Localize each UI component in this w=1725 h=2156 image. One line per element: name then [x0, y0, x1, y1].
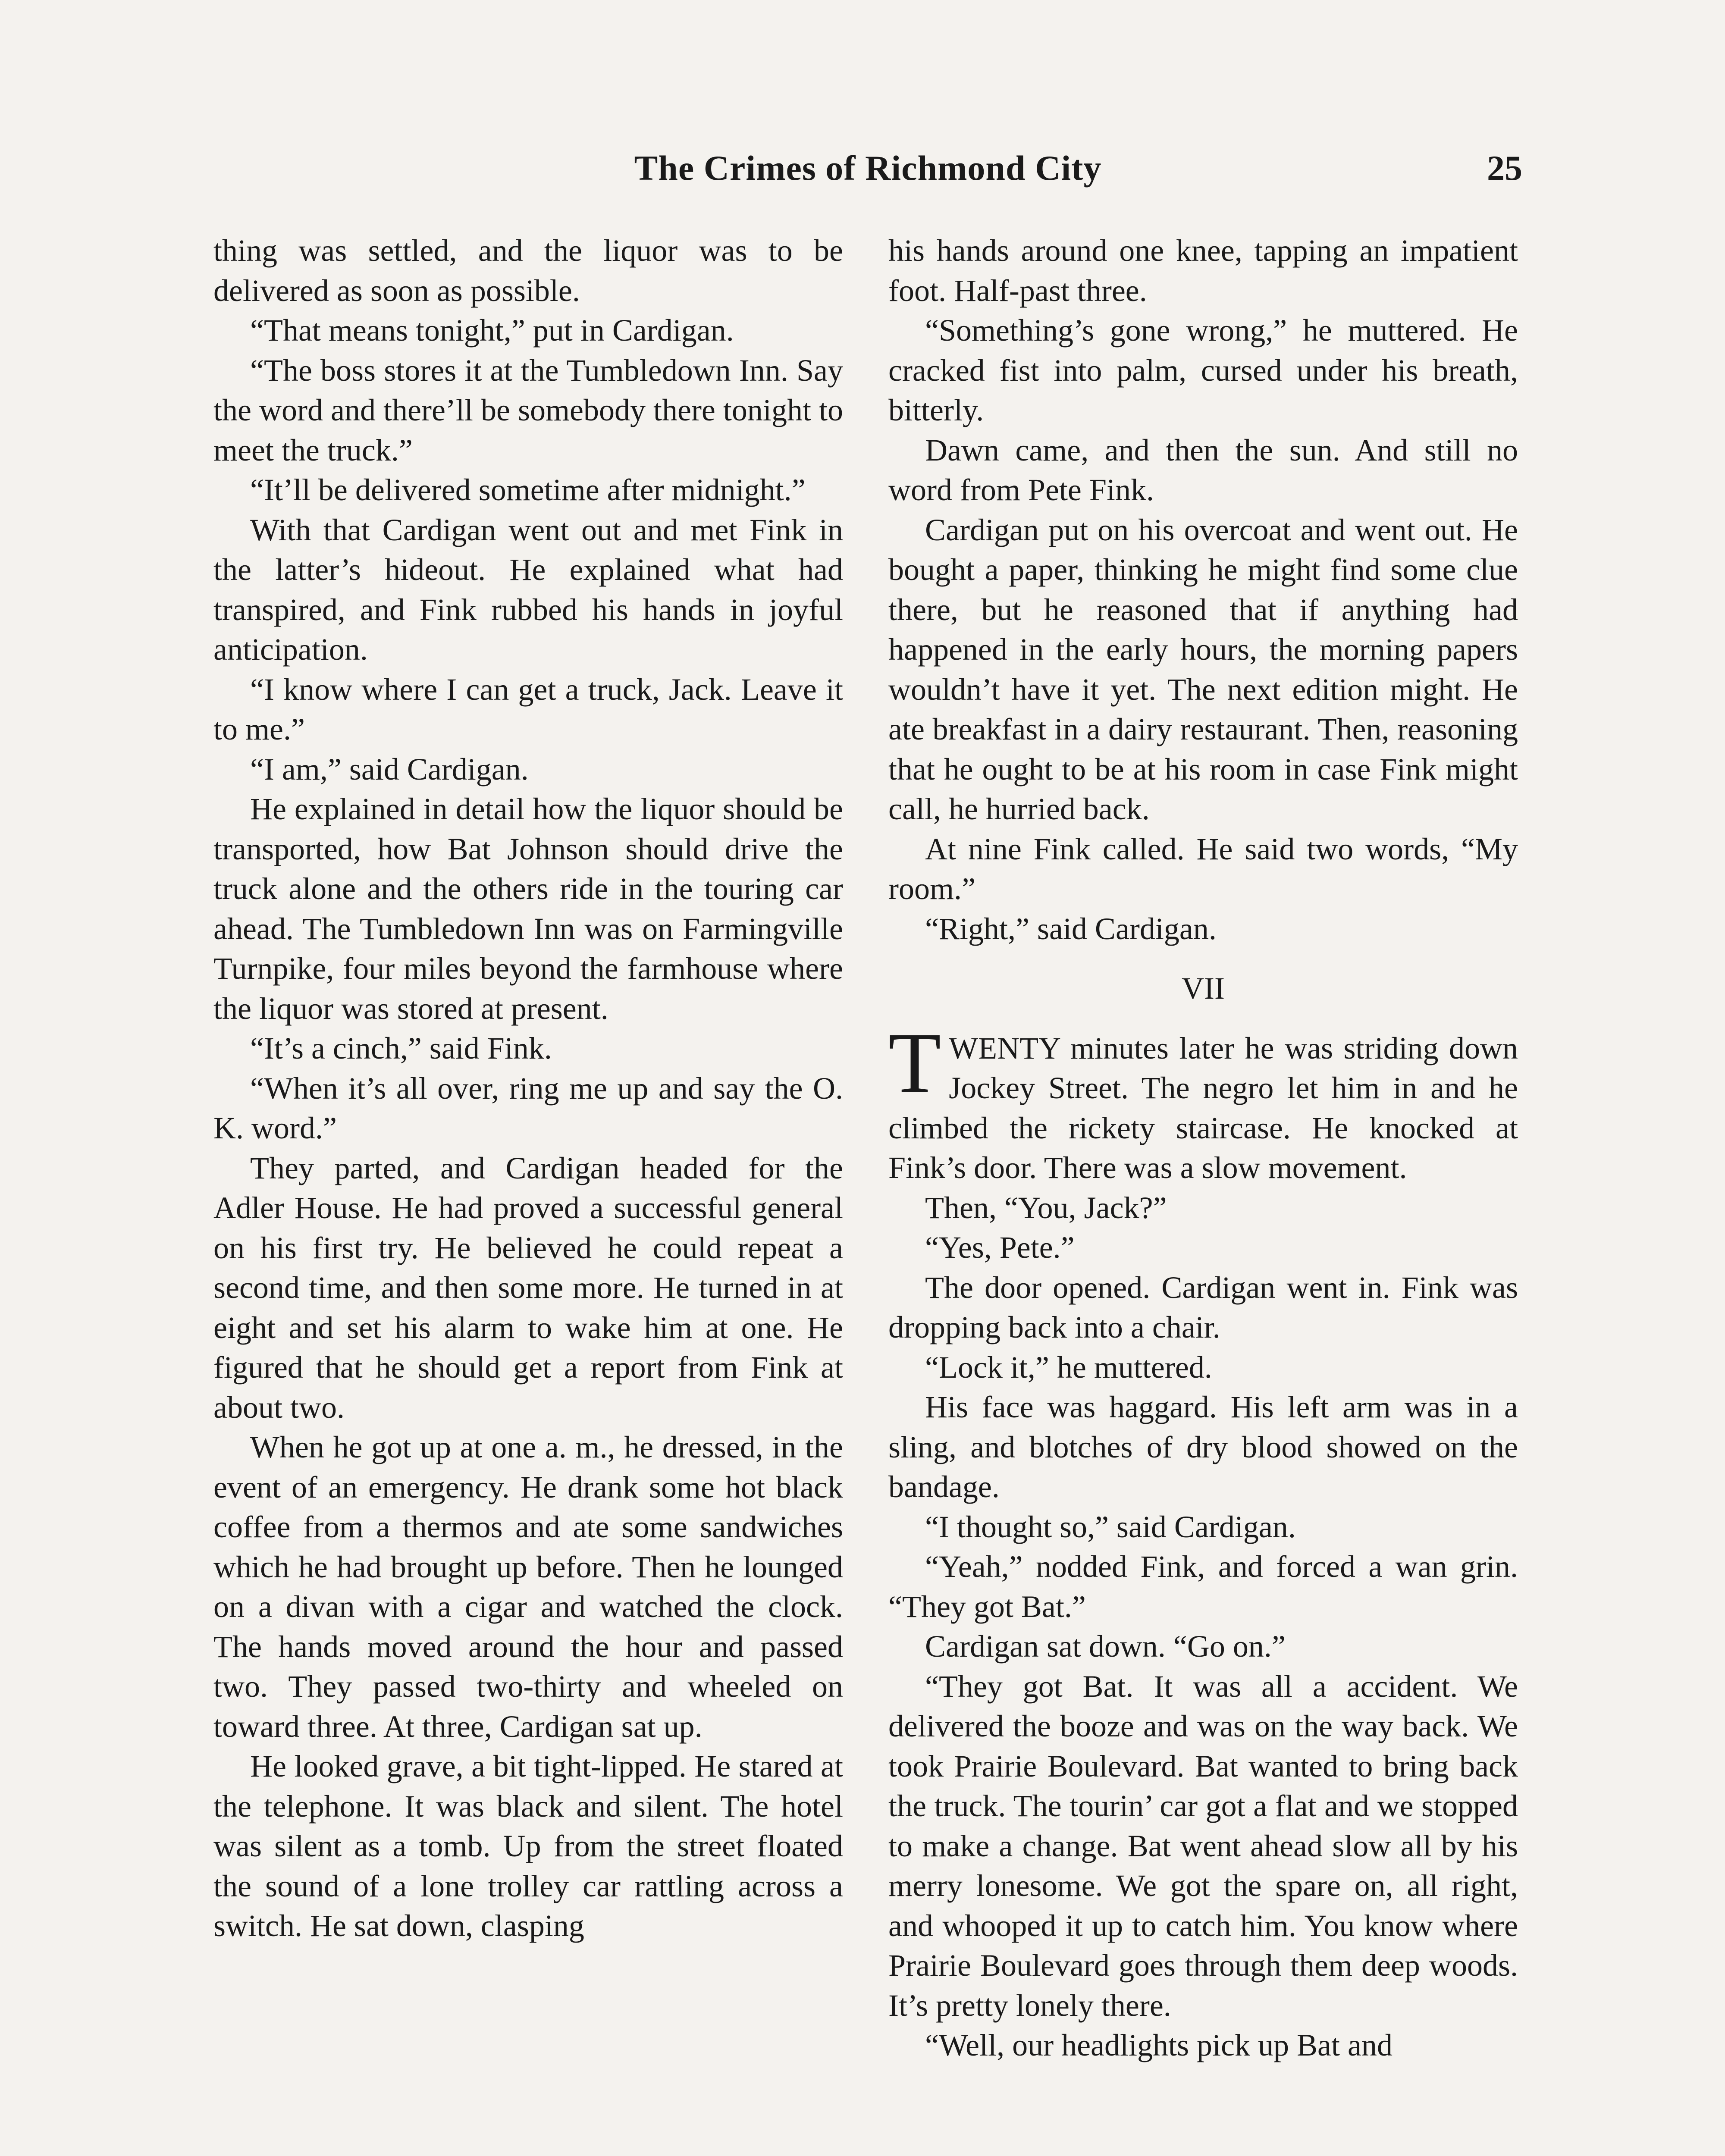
left-column — [213, 231, 843, 1946]
paragraph: With that Cardigan went out and met Fink in the latter’s hideout. He explained what had transpired, and Fink rubbed his hands in joyful anticipation. — [213, 512, 843, 667]
paragraph: “Well, our headlights pick up Bat and — [925, 2028, 1393, 2062]
paragraph: “It’ll be delivered sometime after midnight.” — [250, 473, 806, 507]
paragraph: “Yes, Pete.” — [925, 1230, 1075, 1265]
paragraph: “Lock it,” he muttered. — [925, 1350, 1212, 1385]
paragraph: “The boss stores it at the Tumbledown Inn. Say the word and there’ll be somebody there tonight to meet the truck.” — [213, 353, 843, 467]
page-number: 25 — [1487, 148, 1522, 188]
paragraph: His face was haggard. His left arm was in a sling, and blotches of dry blood showed on the bandage. — [888, 1390, 1518, 1504]
paragraph: He looked grave, a bit tight-lipped. He stared at the telephone. It was black and silent. The hotel was silent as a tomb. Up from the street floated the sound of a lone trolley car rattling across a switch. He sat down, clasping — [213, 1749, 843, 1943]
running-header — [213, 142, 1522, 194]
paragraph: When he got up at one a. m., he dressed, in the event of an emergency. He drank some hot black coffee from a thermos and ate some sandwiches which he had brought up before. Then he lounged on a divan with a cigar and watched the clock. The hands moved around the hour and passed two. They passed two-thirty and wheeled on toward three. At three, Cardigan sat up. — [213, 1430, 843, 1744]
paragraph: “I thought so,” said Cardigan. — [925, 1509, 1296, 1544]
paragraph: The door opened. Cardigan went in. Fink was dropping back into a chair. — [888, 1270, 1518, 1344]
paragraph: his hands around one knee, tapping an impatient foot. Half-past three. — [888, 233, 1518, 308]
drop-cap: T — [888, 1015, 941, 1111]
paragraph: “When it’s all over, ring me up and say the O. K. word.” — [213, 1071, 843, 1145]
paragraph: Dawn came, and then the sun. And still no word from Pete Fink. — [888, 432, 1518, 507]
paragraph: “It’s a cinch,” said Fink. — [250, 1031, 552, 1065]
paragraph: They parted, and Cardigan headed for the Adler House. He had proved a successful general on his first try. He believed he could repeat a second time, and then some more. He turned in at eight and set his alarm to wake him at one. He figured that he should get a report from Fink at about two. — [213, 1150, 843, 1425]
paragraph: “That means tonight,” put in Cardigan. — [250, 313, 734, 348]
paragraph: “Right,” said Cardigan. — [925, 911, 1217, 946]
section-opening-paragraph — [888, 1015, 1518, 1188]
paragraph: “Something’s gone wrong,” he muttered. He cracked fist into palm, cursed under his breath, bitterly. — [888, 313, 1518, 427]
section-opening-text: WENTY minutes later he was striding down Jockey Street. The negro let him in and he climbed the rickety staircase. He knocked at Fink’s door. There was a slow movement. — [888, 1031, 1518, 1185]
paragraph: Cardigan put on his overcoat and went out. He bought a paper, thinking he might find some clue there, but he reasoned that if anything had happened in the early hours, the morning papers wouldn’t have it yet. The next edition might. He ate breakfast in a dairy restaurant. Then, reasoning that he ought to be at his room in case Fink might call, he hurried back. — [888, 512, 1518, 826]
paragraph: He explained in detail how the liquor should be transported, how Bat Johnson should drive the truck alone and the others ride in the touring car ahead. The Tumbledown Inn was on Farmingville Turnpike, four miles beyond the farmhouse where the liquor was stored at present. — [213, 792, 843, 1026]
chapter-number: VII — [1182, 971, 1225, 1006]
paragraph: Cardigan sat down. “Go on.” — [925, 1629, 1286, 1664]
paragraph: At nine Fink called. He said two words, “My room.” — [888, 831, 1518, 906]
paragraph: “I am,” said Cardigan. — [250, 752, 529, 787]
right-column — [888, 231, 1518, 2065]
paragraph: “I know where I can get a truck, Jack. Leave it to me.” — [213, 672, 843, 746]
paragraph: “They got Bat. It was all a accident. We delivered the booze and was on the way back. We took Prairie Boulevard. Bat wanted to bring back the truck. The tourin’ car got a flat and we stopped to make a change. Bat went ahead slow all by his merry lonesome. We got the spare on, all right, and whooped it up to catch him. You know where Prairie Boulevard goes through them deep woods. It’s pretty lonely there. — [888, 1669, 1518, 2023]
paragraph: thing was settled, and the liquor was to be delivered as soon as possible. — [213, 233, 843, 308]
paragraph: Then, “You, Jack?” — [925, 1190, 1167, 1225]
running-title: The Crimes of Richmond City — [634, 148, 1102, 188]
paragraph: “Yeah,” nodded Fink, and forced a wan grin. “They got Bat.” — [888, 1549, 1518, 1624]
